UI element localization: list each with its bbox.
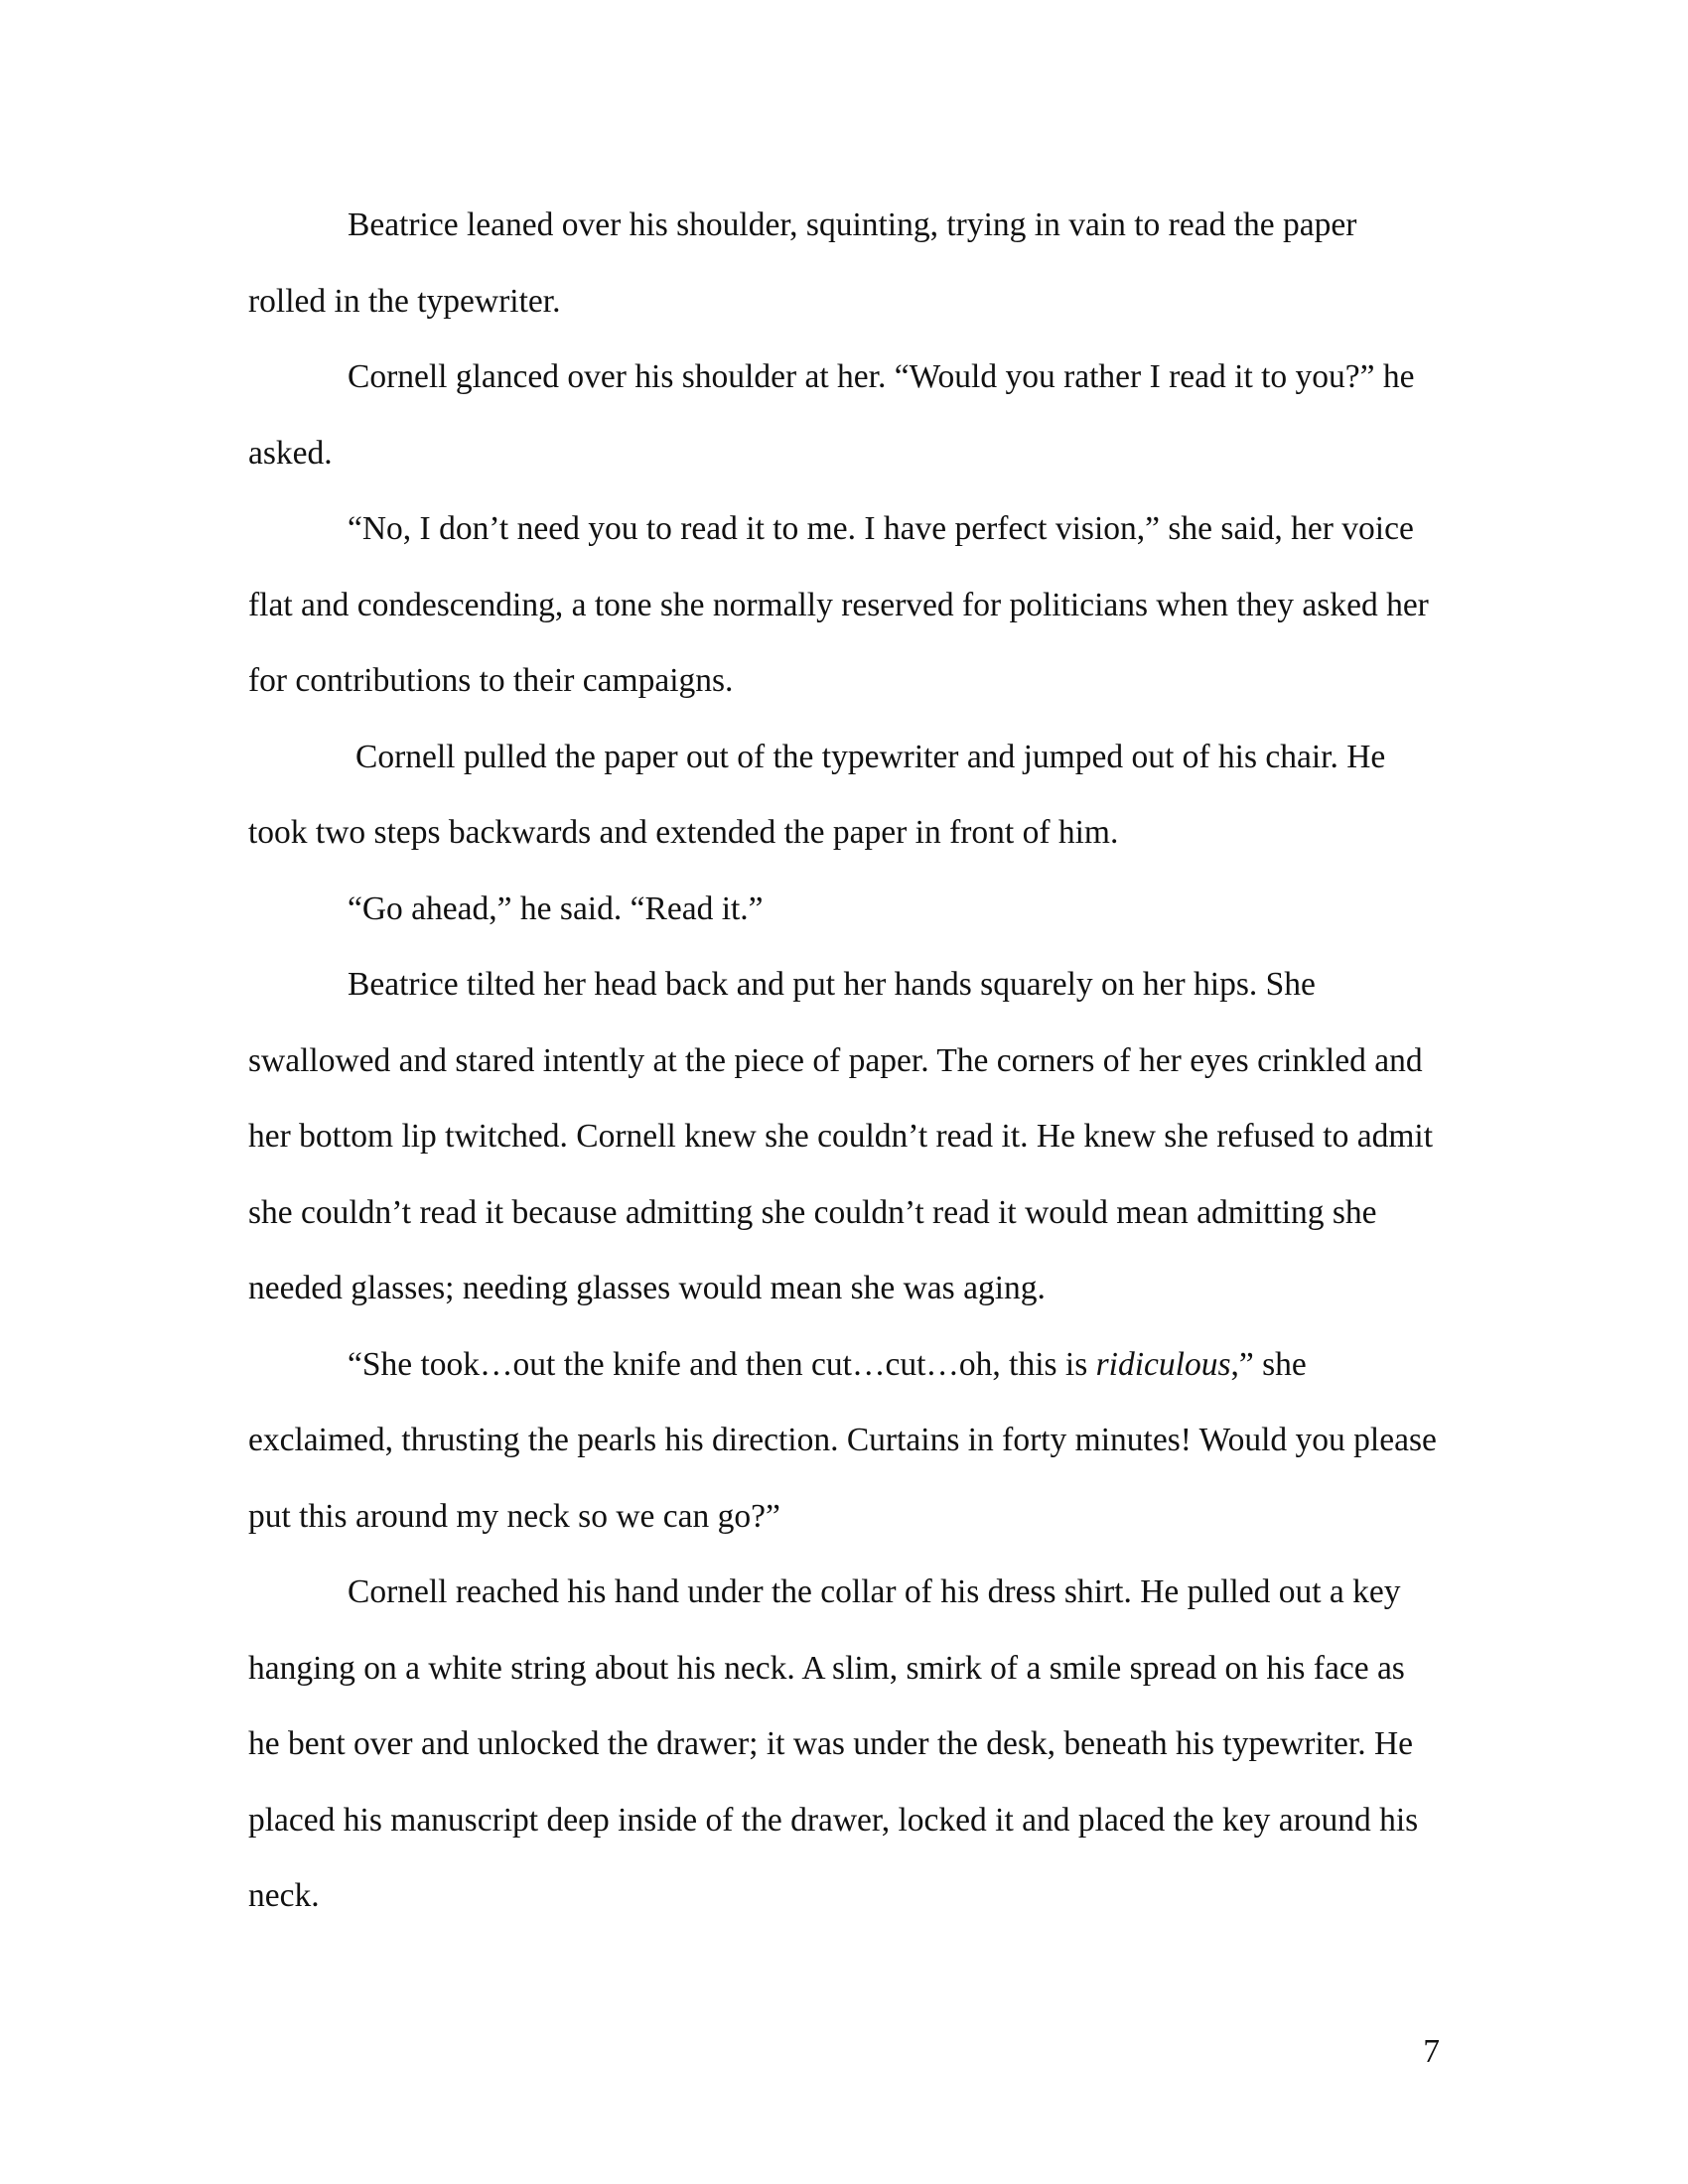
paragraph-8: Cornell reached his hand under the collar of his dress shirt. He pulled out a key hanging on a white string about his neck. A slim, smirk of a smile spread on his face as he bent over and unlocked the drawer; it was under the desk, beneath his typewriter. He placed his manuscript deep inside of the drawer, locked it and placed the key around his neck. (248, 1573, 1419, 1914)
paragraph-6: Beatrice tilted her head back and put her hands squarely on her hips. She swallowed and stared intently at the piece of paper. The corners of her eyes crinkled and her bottom lip twitched. Cornell knew she couldn’t read it. He knew she refused to admit she couldn’t read it because admitting she couldn’t read it would mean admitting she needed glasses; needing glasses would mean she was aging. (248, 966, 1433, 1306)
page-number: 7 (1423, 2033, 1440, 2070)
paragraph-3: “No, I don’t need you to read it to me. I have perfect vision,” she said, her voice flat and condescending, a tone she normally reserved for politicians when they asked her for contributions to their campaigns. (248, 510, 1429, 699)
paragraph-1: Beatrice leaned over his shoulder, squinting, trying in vain to read the paper rolled in the typewriter. (248, 206, 1357, 320)
manuscript-body (248, 188, 1440, 1935)
italic-word: ridiculous (1095, 1345, 1231, 1383)
paragraph-7 (248, 1327, 1440, 1556)
paragraph-2: Cornell glanced over his shoulder at her. “Would you rather I read it to you?” he asked. (248, 358, 1415, 472)
paragraph-7-text-before: “She took…out the knife and then cut…cut…oh, this is (348, 1345, 1096, 1383)
paragraph-4: Cornell pulled the paper out of the typewriter and jumped out of his chair. He took two steps backwards and extended the paper in front of him. (248, 738, 1386, 851)
paragraph-7-text-after: ,” she exclaimed, thrusting the pearls his direction. Curtains in forty minutes! Would you please put this around my neck so we can go?” (248, 1345, 1437, 1535)
paragraph-5: “Go ahead,” he said. “Read it.” (348, 889, 764, 927)
